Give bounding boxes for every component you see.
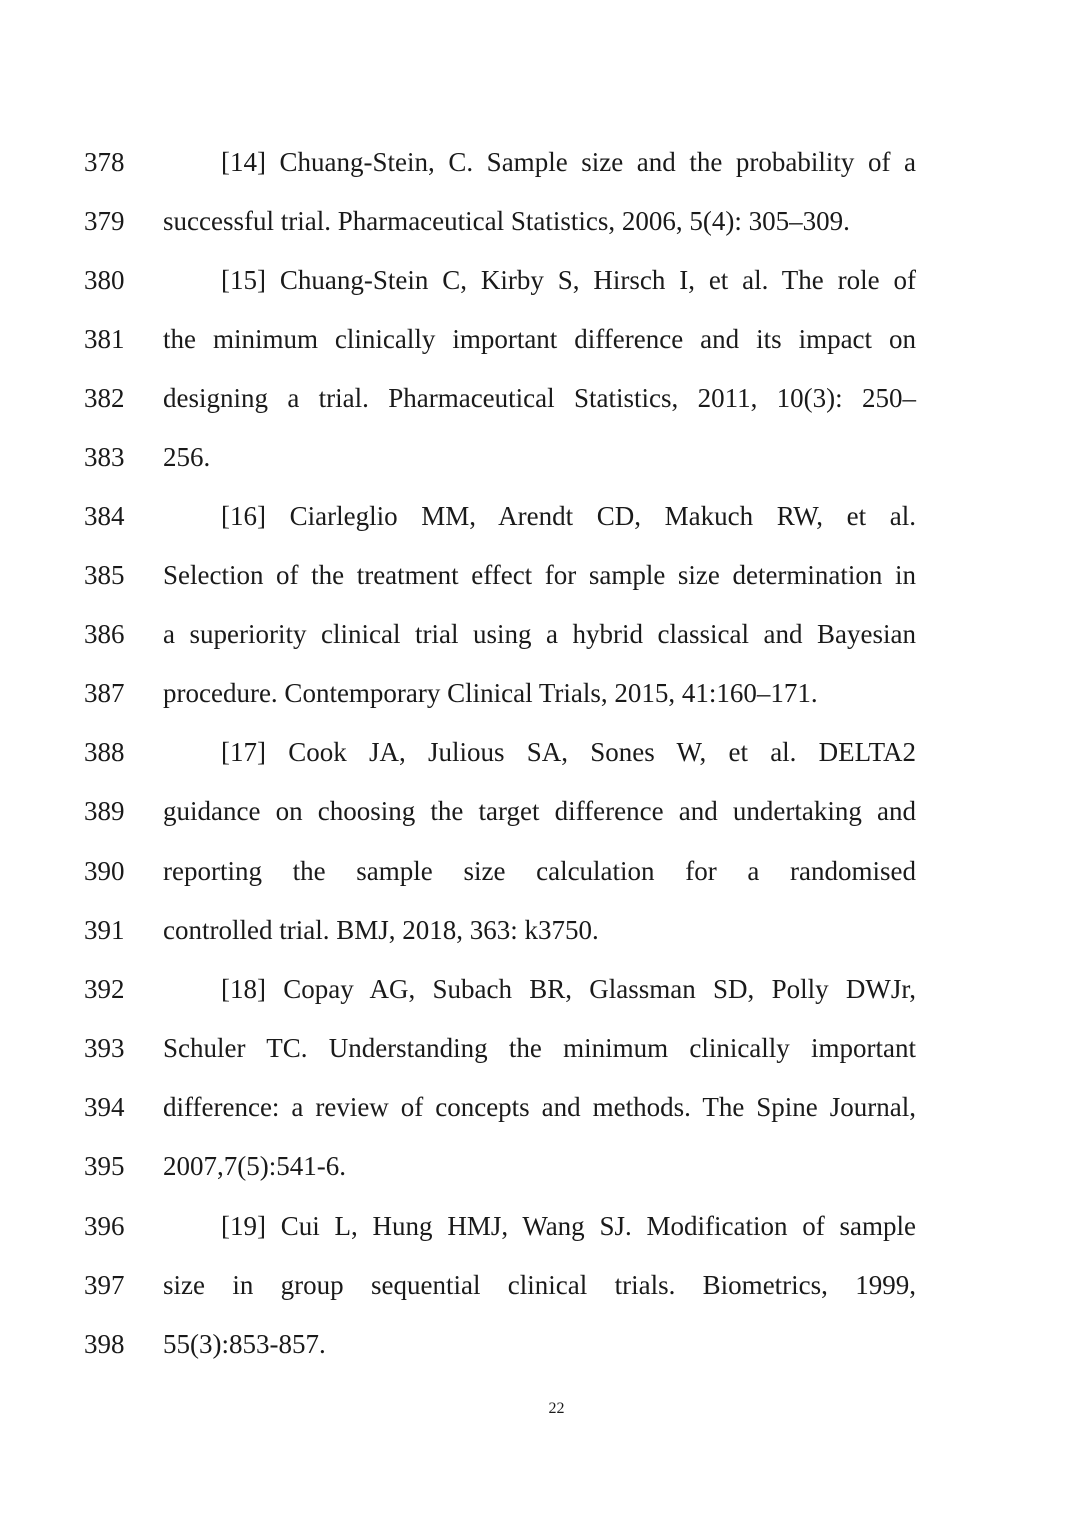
line-number: 381 <box>84 324 125 354</box>
reference-16-line-2 <box>0 555 1080 614</box>
line-number: 391 <box>84 915 125 945</box>
reference-text: 2007,7(5):541-6. <box>163 1151 346 1181</box>
reference-text: size in group sequential clinical trials. Biometrics, 1999, <box>163 1270 916 1300</box>
line-number: 379 <box>84 206 125 236</box>
line-number: 384 <box>84 501 125 531</box>
line-number: 386 <box>84 619 125 649</box>
reference-15-line-4 <box>0 437 1080 496</box>
reference-text: difference: a review of concepts and methods. The Spine Journal, <box>163 1092 916 1122</box>
line-number: 398 <box>84 1329 125 1359</box>
reference-text: successful trial. Pharmaceutical Statistics, 2006, 5(4): 305–309. <box>163 206 850 236</box>
reference-text: [15] Chuang-Stein C, Kirby S, Hirsch I, et al. The role of <box>221 265 916 295</box>
line-number: 380 <box>84 265 125 295</box>
reference-18-line-1 <box>0 969 1080 1028</box>
reference-text: 256. <box>163 442 211 472</box>
line-number: 385 <box>84 560 125 590</box>
reference-16-line-1 <box>0 496 1080 555</box>
reference-16-line-4 <box>0 673 1080 732</box>
reference-text: the minimum clinically important difference and its impact on <box>163 324 916 354</box>
line-number: 395 <box>84 1151 125 1181</box>
reference-text: [17] Cook JA, Julious SA, Sones W, et al. DELTA2 <box>221 737 916 767</box>
line-number: 397 <box>84 1270 125 1300</box>
reference-17-line-4 <box>0 910 1080 969</box>
reference-text: a superiority clinical trial using a hybrid classical and Bayesian <box>163 619 916 649</box>
reference-18-line-4 <box>0 1146 1080 1205</box>
reference-14-line-1 <box>0 142 1080 201</box>
page-number: 22 <box>548 1400 565 1417</box>
reference-16-line-3 <box>0 614 1080 673</box>
reference-text: [14] Chuang-Stein, C. Sample size and the probability of a <box>221 147 916 177</box>
line-number: 396 <box>84 1211 125 1241</box>
line-number: 387 <box>84 678 125 708</box>
reference-17-line-3 <box>0 851 1080 910</box>
reference-18-line-2 <box>0 1028 1080 1087</box>
reference-text: 55(3):853-857. <box>163 1329 326 1359</box>
reference-19-line-3 <box>0 1324 1080 1383</box>
reference-text: reporting the sample size calculation for a randomised <box>163 856 916 886</box>
reference-text: [19] Cui L, Hung HMJ, Wang SJ. Modification of sample <box>221 1211 916 1241</box>
line-number: 388 <box>84 737 125 767</box>
line-number: 382 <box>84 383 125 413</box>
reference-15-line-3 <box>0 378 1080 437</box>
reference-text: Selection of the treatment effect for sample size determination in <box>163 560 916 590</box>
line-number: 383 <box>84 442 125 472</box>
reference-text: [18] Copay AG, Subach BR, Glassman SD, Polly DWJr, <box>221 974 916 1004</box>
line-number: 393 <box>84 1033 125 1063</box>
line-number: 378 <box>84 147 125 177</box>
line-number: 392 <box>84 974 125 1004</box>
reference-17-line-2 <box>0 791 1080 850</box>
reference-15-line-1 <box>0 260 1080 319</box>
reference-text: Schuler TC. Understanding the minimum clinically important <box>163 1033 916 1063</box>
reference-17-line-1 <box>0 732 1080 791</box>
line-number: 394 <box>84 1092 125 1122</box>
reference-18-line-3 <box>0 1087 1080 1146</box>
reference-text: procedure. Contemporary Clinical Trials, 2015, 41:160–171. <box>163 678 818 708</box>
reference-text: designing a trial. Pharmaceutical Statistics, 2011, 10(3): 250– <box>163 383 916 413</box>
reference-text: [16] Ciarleglio MM, Arendt CD, Makuch RW, et al. <box>221 501 916 531</box>
reference-19-line-1 <box>0 1206 1080 1265</box>
line-number: 389 <box>84 796 125 826</box>
reference-text: guidance on choosing the target difference and undertaking and <box>163 796 916 826</box>
reference-text: controlled trial. BMJ, 2018, 363: k3750. <box>163 915 599 945</box>
reference-14-line-2 <box>0 201 1080 260</box>
line-number: 390 <box>84 856 125 886</box>
reference-19-line-2 <box>0 1265 1080 1324</box>
reference-15-line-2 <box>0 319 1080 378</box>
